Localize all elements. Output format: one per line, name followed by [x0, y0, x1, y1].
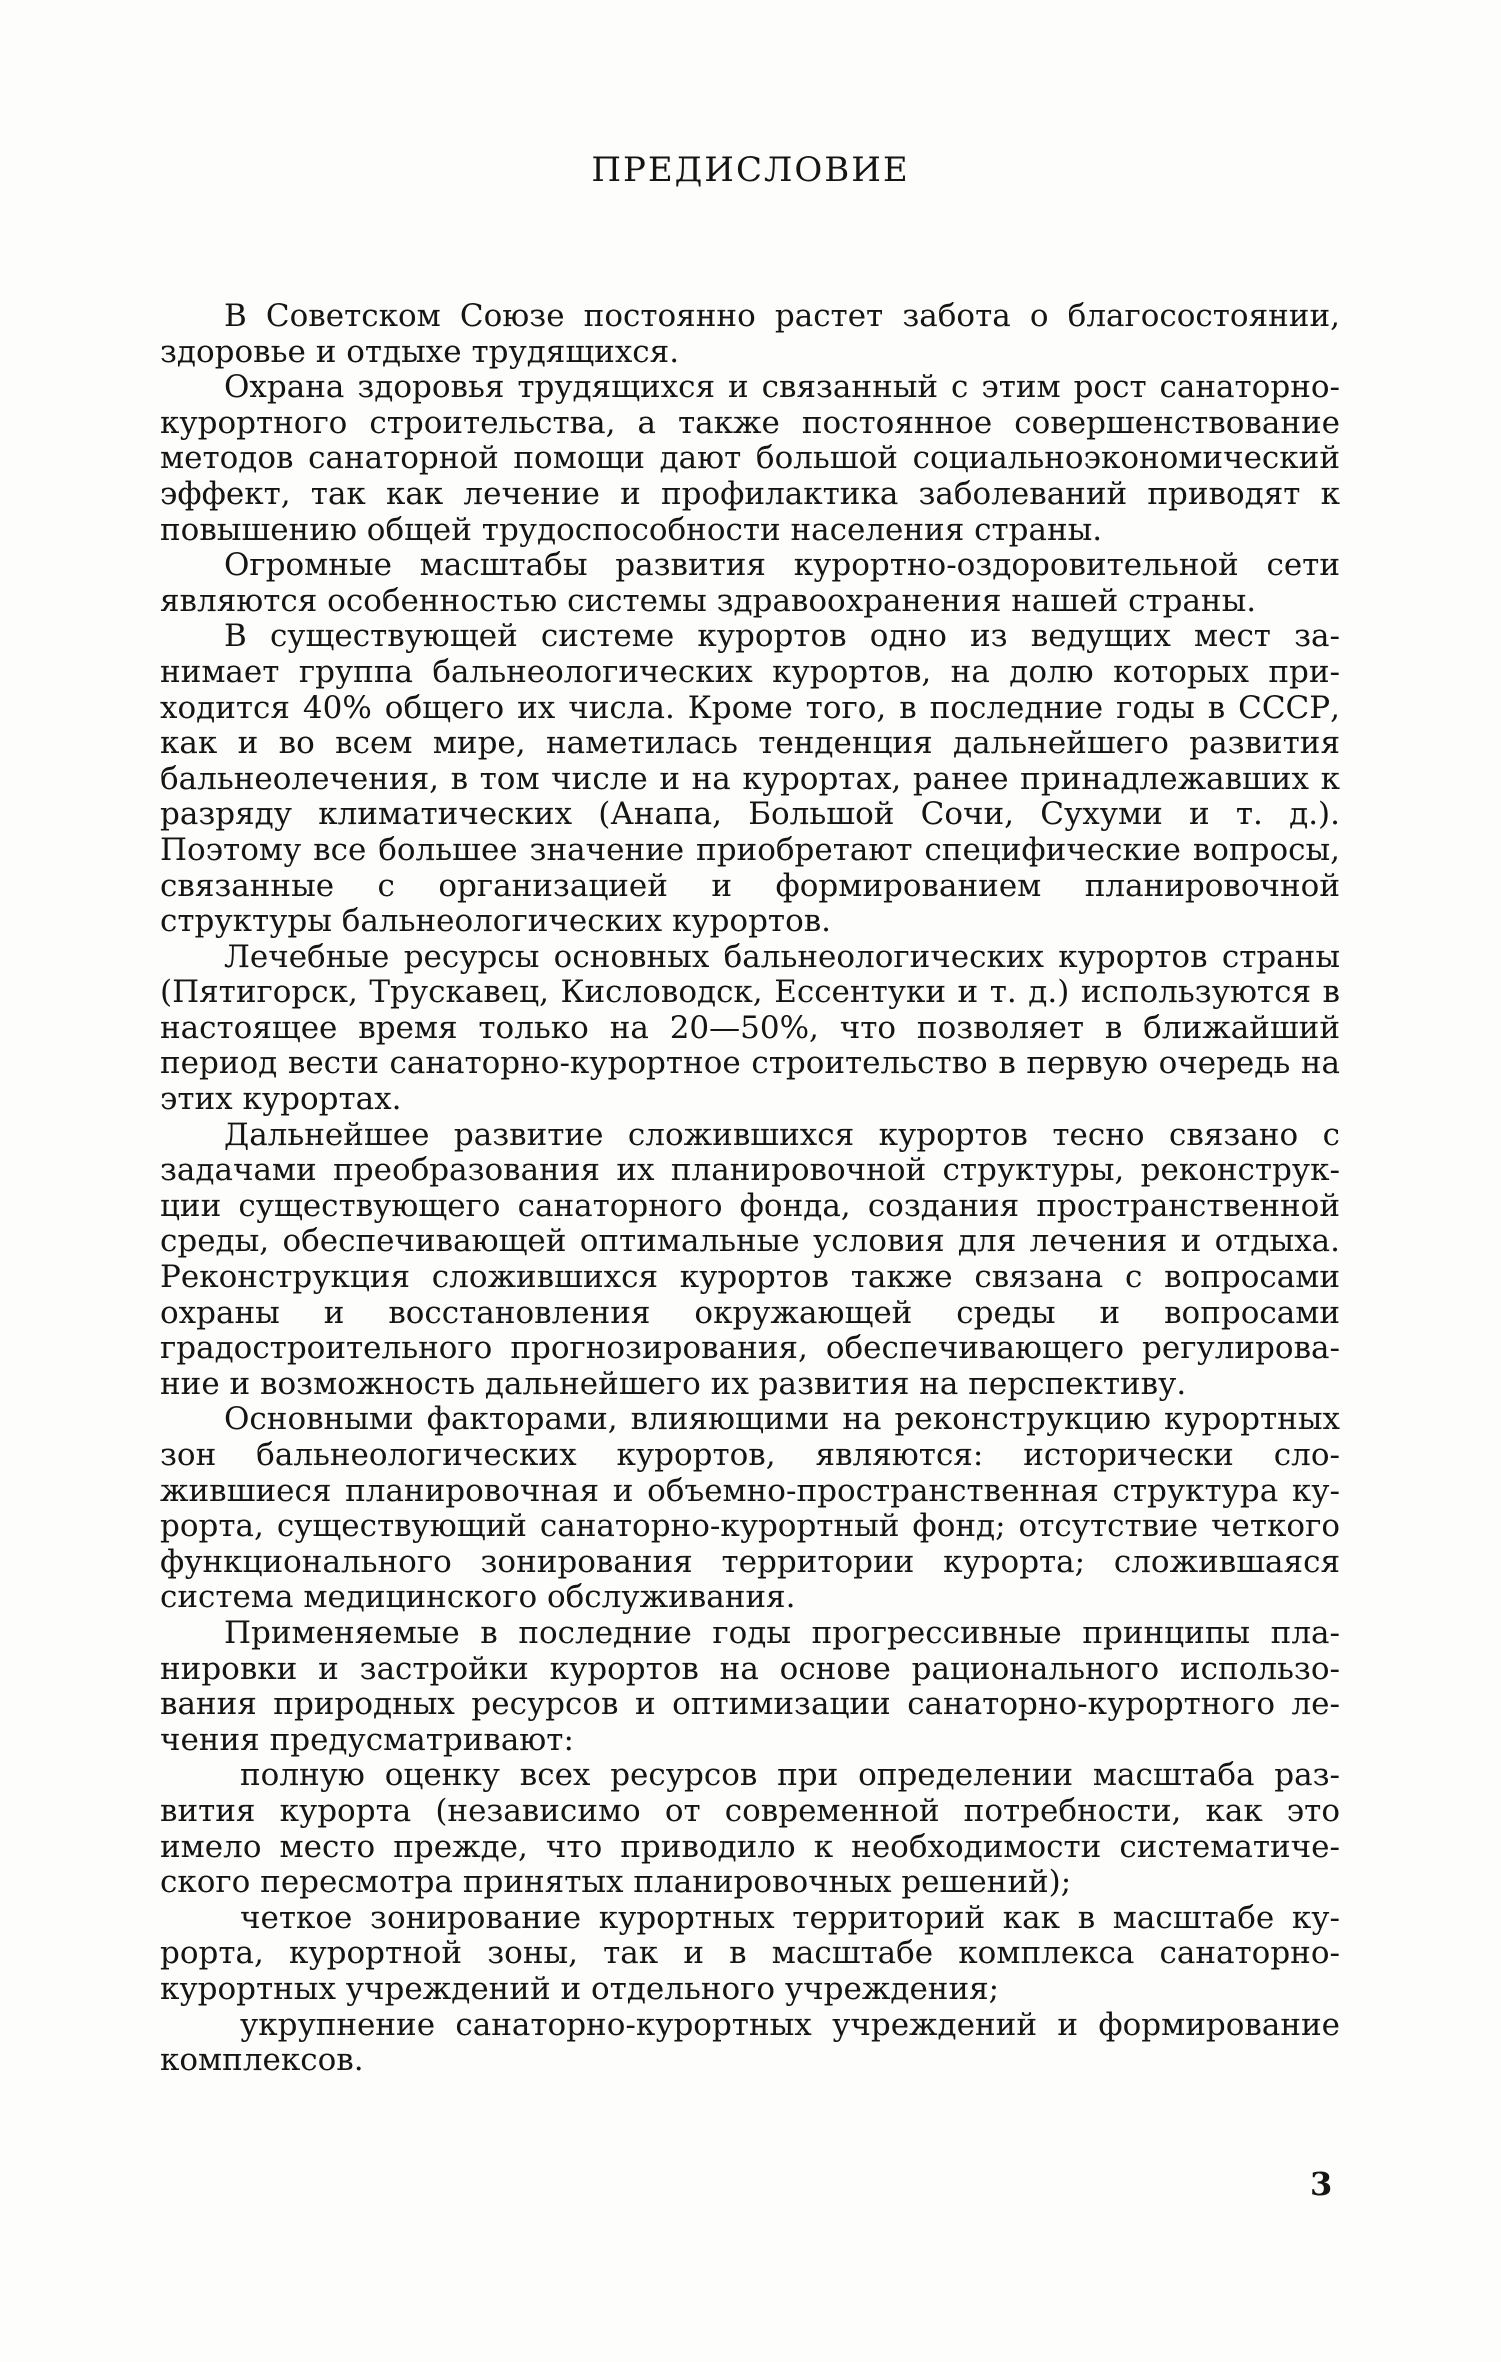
paragraph-4: В существующей системе курортов одно из ведущих мест занимает группа бальнеологических курортов, на долю которых приходится 40% общего их числа. Кроме того, в последние годы в СССР, как и во всем мире, наметилась тенденция дальнейшего развития бальнеолечения, в том числе и на курортах, ранее принадлежавших к разряду климатических (Анапа, Большой Сочи, Сухуми и т. д.). Поэтому все большее значение приобретают специфические вопросы, связанные с организацией и формированием планировочной структуры бальнеологических курортов.: [160, 618, 1340, 940]
paragraph-8: Применяемые в последние годы прогрессивные принципы планировки и застройки курортов на основе рационального использования природных ресурсов и оптимизации санаторно-курортного лечения предусматривают:: [160, 1614, 1340, 1758]
body-text: [160, 299, 1340, 2079]
paragraph-6: Дальнейшее развитие сложившихся курортов тесно связано с задачами преобразования их планировочной структуры, реконструкции существующего санаторного фонда, создания пространственной среды, обеспечивающей оптимальные условия для лечения и отдыха. Реконструкция сложившихся курортов также связана с вопросами охраны и восстановления окружающей среды и вопросами градостроительного прогнозирования, обеспечивающего регулирование и возможность дальнейшего их развития на перспективу.: [160, 1116, 1340, 1402]
paragraph-1: В Советском Союзе постоянно растет забота о благосостоянии, здоровье и отдыхе трудящихся.: [160, 298, 1340, 370]
page-title: ПРЕДИСЛОВИЕ: [591, 150, 910, 190]
list-item-1: полную оценку всех ресурсов при определении масштаба развития курорта (независимо от современной потребности, как это имело место прежде, что приводило к необходимости систематического пересмотра принятых планировочных решений);: [160, 1757, 1340, 1901]
list-item-2: четкое зонирование курортных территорий как в масштабе курорта, курортной зоны, так и в масштабе комплекса санаторнокурортных учреждений и отдельного учреждения;: [160, 1899, 1340, 2007]
paragraph-7: Основными факторами, влияющими на реконструкцию курортных зон бальнеологических курортов, являются: исторически сложившиеся планировочная и объемно-пространственная структура курорта, существующий санаторно-курортный фонд; отсутствие четкого функционального зонирования территории курорта; сложившаяся система медицинского обслуживания.: [160, 1401, 1340, 1616]
paragraph-3: Огромные масштабы развития курортно-оздоровительной сети являются особенностью системы здравоохранения нашей страны.: [160, 547, 1340, 619]
list-item-3: укрупнение санаторно-курортных учреждений и формирование комплексов.: [160, 2006, 1340, 2079]
paragraph-5: Лечебные ресурсы основных бальнеологических курортов страны (Пятигорск, Трускавец, Кисловодск, Ессентуки и т. д.) используются в настоящее время только на 20—50%, что позволяет в ближайший период вести санаторно-курортное строительство в первую очередь на этих курортах.: [160, 938, 1340, 1118]
paragraph-2: Охрана здоровья трудящихся и связанный с этим рост санаторно-курортного строительства, а также постоянное совершенствование методов санаторной помощи дают большой социальноэкономический эффект, так как лечение и профилактика заболеваний приводят к повышению общей трудоспособности населения страны.: [160, 369, 1340, 548]
page-number: 3: [1310, 2165, 1333, 2203]
